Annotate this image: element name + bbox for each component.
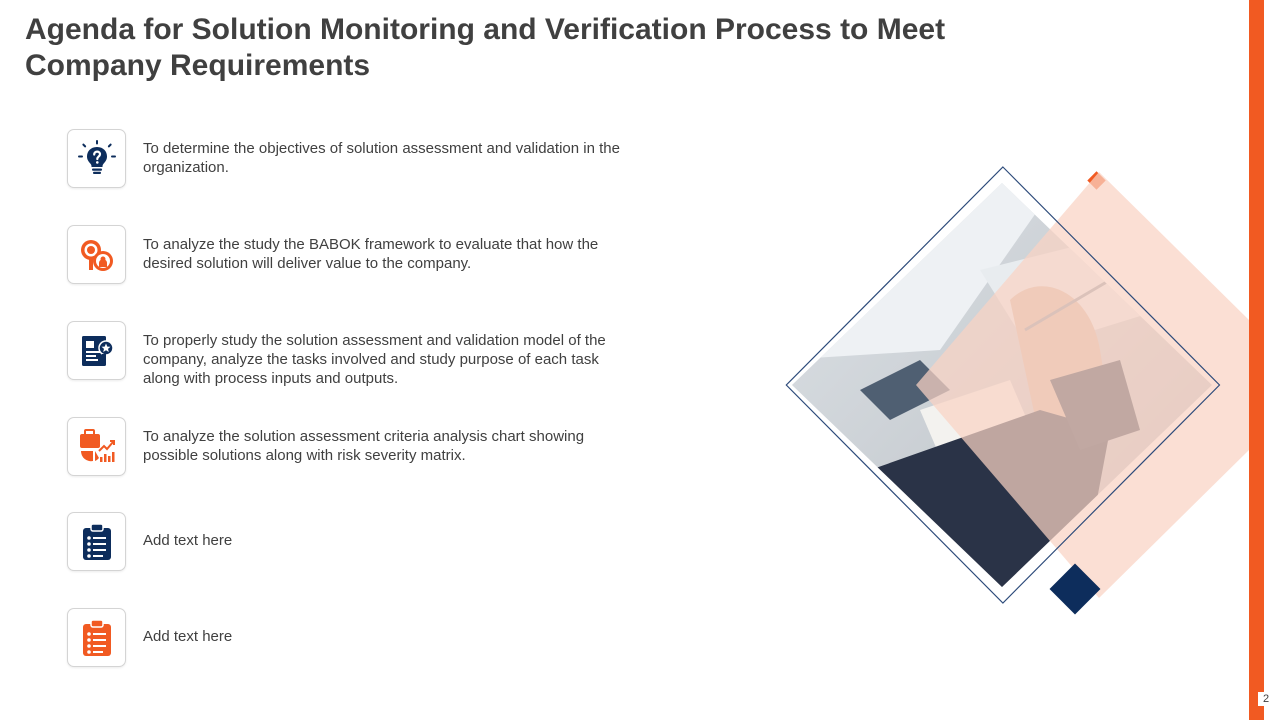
head-gears-icon — [78, 236, 116, 274]
agenda-item-6 — [67, 608, 667, 668]
agenda-item-text: Add text here — [143, 628, 233, 645]
agenda-item-text: To determine the objectives of solution assessment and validation in the organization. — [143, 140, 620, 176]
agenda-item-text: To properly study the solution assessment and validation model of the company, analyze the tasks involved and study purpose of each task along with process inputs and outputs. — [143, 332, 606, 387]
agenda-item-2 — [67, 225, 667, 285]
icon-box — [67, 129, 126, 188]
agenda-item-text: Add text here — [143, 532, 233, 549]
agenda-item-5 — [67, 512, 667, 572]
agenda-item-4 — [67, 417, 667, 477]
icon-box — [67, 417, 126, 476]
icon-box — [67, 512, 126, 571]
icon-box — [67, 225, 126, 284]
decorative-visual — [780, 150, 1250, 630]
agenda-item-3 — [67, 321, 667, 387]
accent-bar — [1249, 0, 1264, 720]
briefcase-chart-icon — [78, 428, 116, 466]
agenda-item-text: To analyze the solution assessment criteria analysis chart showing possible solutions along with risk severity matrix. — [143, 428, 585, 464]
icon-box — [67, 608, 126, 667]
certificate-document-icon — [78, 332, 116, 370]
icon-box — [67, 321, 126, 380]
agenda-item-1 — [67, 129, 667, 189]
slide-title: Agenda for Solution Monitoring and Verification Process to Meet Company Requirements — [25, 13, 946, 82]
clipboard-checklist-icon — [78, 619, 116, 657]
lightbulb-question-icon — [78, 140, 116, 178]
page-number: 2 — [1258, 692, 1274, 706]
clipboard-checklist-icon — [78, 523, 116, 561]
agenda-item-text: To analyze the study the BABOK framework to evaluate that how the desired solution will deliver value to the company. — [143, 236, 599, 272]
